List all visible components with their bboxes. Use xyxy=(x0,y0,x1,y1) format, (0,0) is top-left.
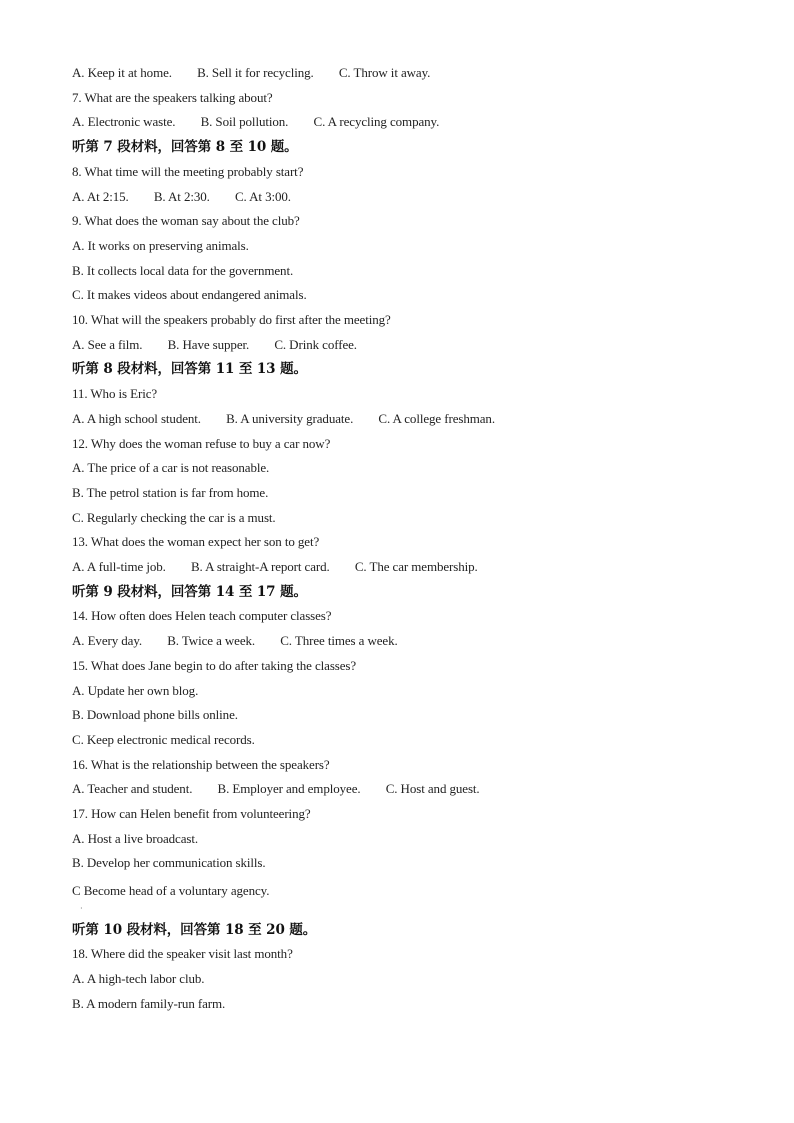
option-c: C. Host and guest. xyxy=(385,781,480,796)
stray-mark: · xyxy=(80,904,83,913)
option-b: B. Have supper. xyxy=(167,337,250,352)
question-11: 11. Who is Eric? xyxy=(72,386,158,401)
option-a: A. A high school student. xyxy=(72,411,201,426)
q17-option-c: C Become head of a voluntary agency. xyxy=(72,883,270,898)
q12-option-b: B. The petrol station is far from home. xyxy=(72,485,269,500)
section-heading-7: 听第 7 段材料，回答第 8 至 10 题。 xyxy=(72,139,298,155)
option-b: B. At 2:30. xyxy=(153,189,210,204)
q18-option-a: A. A high-tech labor club. xyxy=(72,971,205,986)
option-b: B. Employer and employee. xyxy=(217,781,361,796)
q12-option-a: A. The price of a car is not reasonable. xyxy=(72,460,270,475)
option-c: C. A college freshman. xyxy=(378,411,495,426)
q15-option-c: C. Keep electronic medical records. xyxy=(72,732,255,747)
question-9: 9. What does the woman say about the club? xyxy=(72,213,300,228)
question-17: 17. How can Helen benefit from volunteering? xyxy=(72,806,311,821)
question-7: 7. What are the speakers talking about? xyxy=(72,90,273,105)
q14-options xyxy=(72,633,398,649)
option-a: A. At 2:15. xyxy=(72,189,129,204)
option-b: B. Sell it for recycling. xyxy=(197,65,314,80)
question-12: 12. Why does the woman refuse to buy a car now? xyxy=(72,436,331,451)
q12-option-c: C. Regularly checking the car is a must. xyxy=(72,510,276,525)
q9-option-c: C. It makes videos about endangered animals. xyxy=(72,287,307,302)
option-a: A. Keep it at home. xyxy=(72,65,172,80)
option-a: A. Teacher and student. xyxy=(72,781,193,796)
option-b: B. Twice a week. xyxy=(167,633,256,648)
question-14: 14. How often does Helen teach computer classes? xyxy=(72,608,332,623)
option-c: C. The car membership. xyxy=(354,559,478,574)
question-16: 16. What is the relationship between the speakers? xyxy=(72,757,330,772)
question-8: 8. What time will the meeting probably start? xyxy=(72,164,304,179)
q10-options xyxy=(72,337,357,353)
q18-option-b: B. A modern family-run farm. xyxy=(72,996,226,1011)
q15-option-b: B. Download phone bills online. xyxy=(72,707,238,722)
question-10: 10. What will the speakers probably do first after the meeting? xyxy=(72,312,391,327)
option-c: C. Throw it away. xyxy=(338,65,431,80)
question-18: 18. Where did the speaker visit last month? xyxy=(72,946,293,961)
question-15: 15. What does Jane begin to do after taking the classes? xyxy=(72,658,357,673)
section-heading-8: 听第 8 段材料，回答第 11 至 13 题。 xyxy=(72,361,307,377)
q8-options xyxy=(72,189,291,205)
option-c: C. Drink coffee. xyxy=(274,337,357,352)
q17-option-a: A. Host a live broadcast. xyxy=(72,831,199,846)
q6-options xyxy=(72,65,430,81)
q16-options xyxy=(72,781,480,797)
option-b: B. Soil pollution. xyxy=(200,114,289,129)
section-heading-10: 听第 10 段材料，回答第 18 至 20 题。 xyxy=(72,922,317,938)
option-c: C. A recycling company. xyxy=(313,114,440,129)
q11-options xyxy=(72,411,495,427)
option-b: B. A university graduate. xyxy=(226,411,354,426)
q9-option-b: B. It collects local data for the government. xyxy=(72,263,294,278)
q17-option-b: B. Develop her communication skills. xyxy=(72,855,266,870)
option-c: C. Three times a week. xyxy=(280,633,398,648)
option-c: C. At 3:00. xyxy=(234,189,291,204)
question-13: 13. What does the woman expect her son to get? xyxy=(72,534,320,549)
q7-options xyxy=(72,114,439,130)
q9-option-a: A. It works on preserving animals. xyxy=(72,238,249,253)
q13-options xyxy=(72,559,478,575)
q15-option-a: A. Update her own blog. xyxy=(72,683,199,698)
option-a: A. See a film. xyxy=(72,337,143,352)
option-b: B. A straight-A report card. xyxy=(190,559,330,574)
section-heading-9: 听第 9 段材料，回答第 14 至 17 题。 xyxy=(72,584,307,600)
option-a: A. A full-time job. xyxy=(72,559,166,574)
option-a: A. Every day. xyxy=(72,633,143,648)
option-a: A. Electronic waste. xyxy=(72,114,176,129)
